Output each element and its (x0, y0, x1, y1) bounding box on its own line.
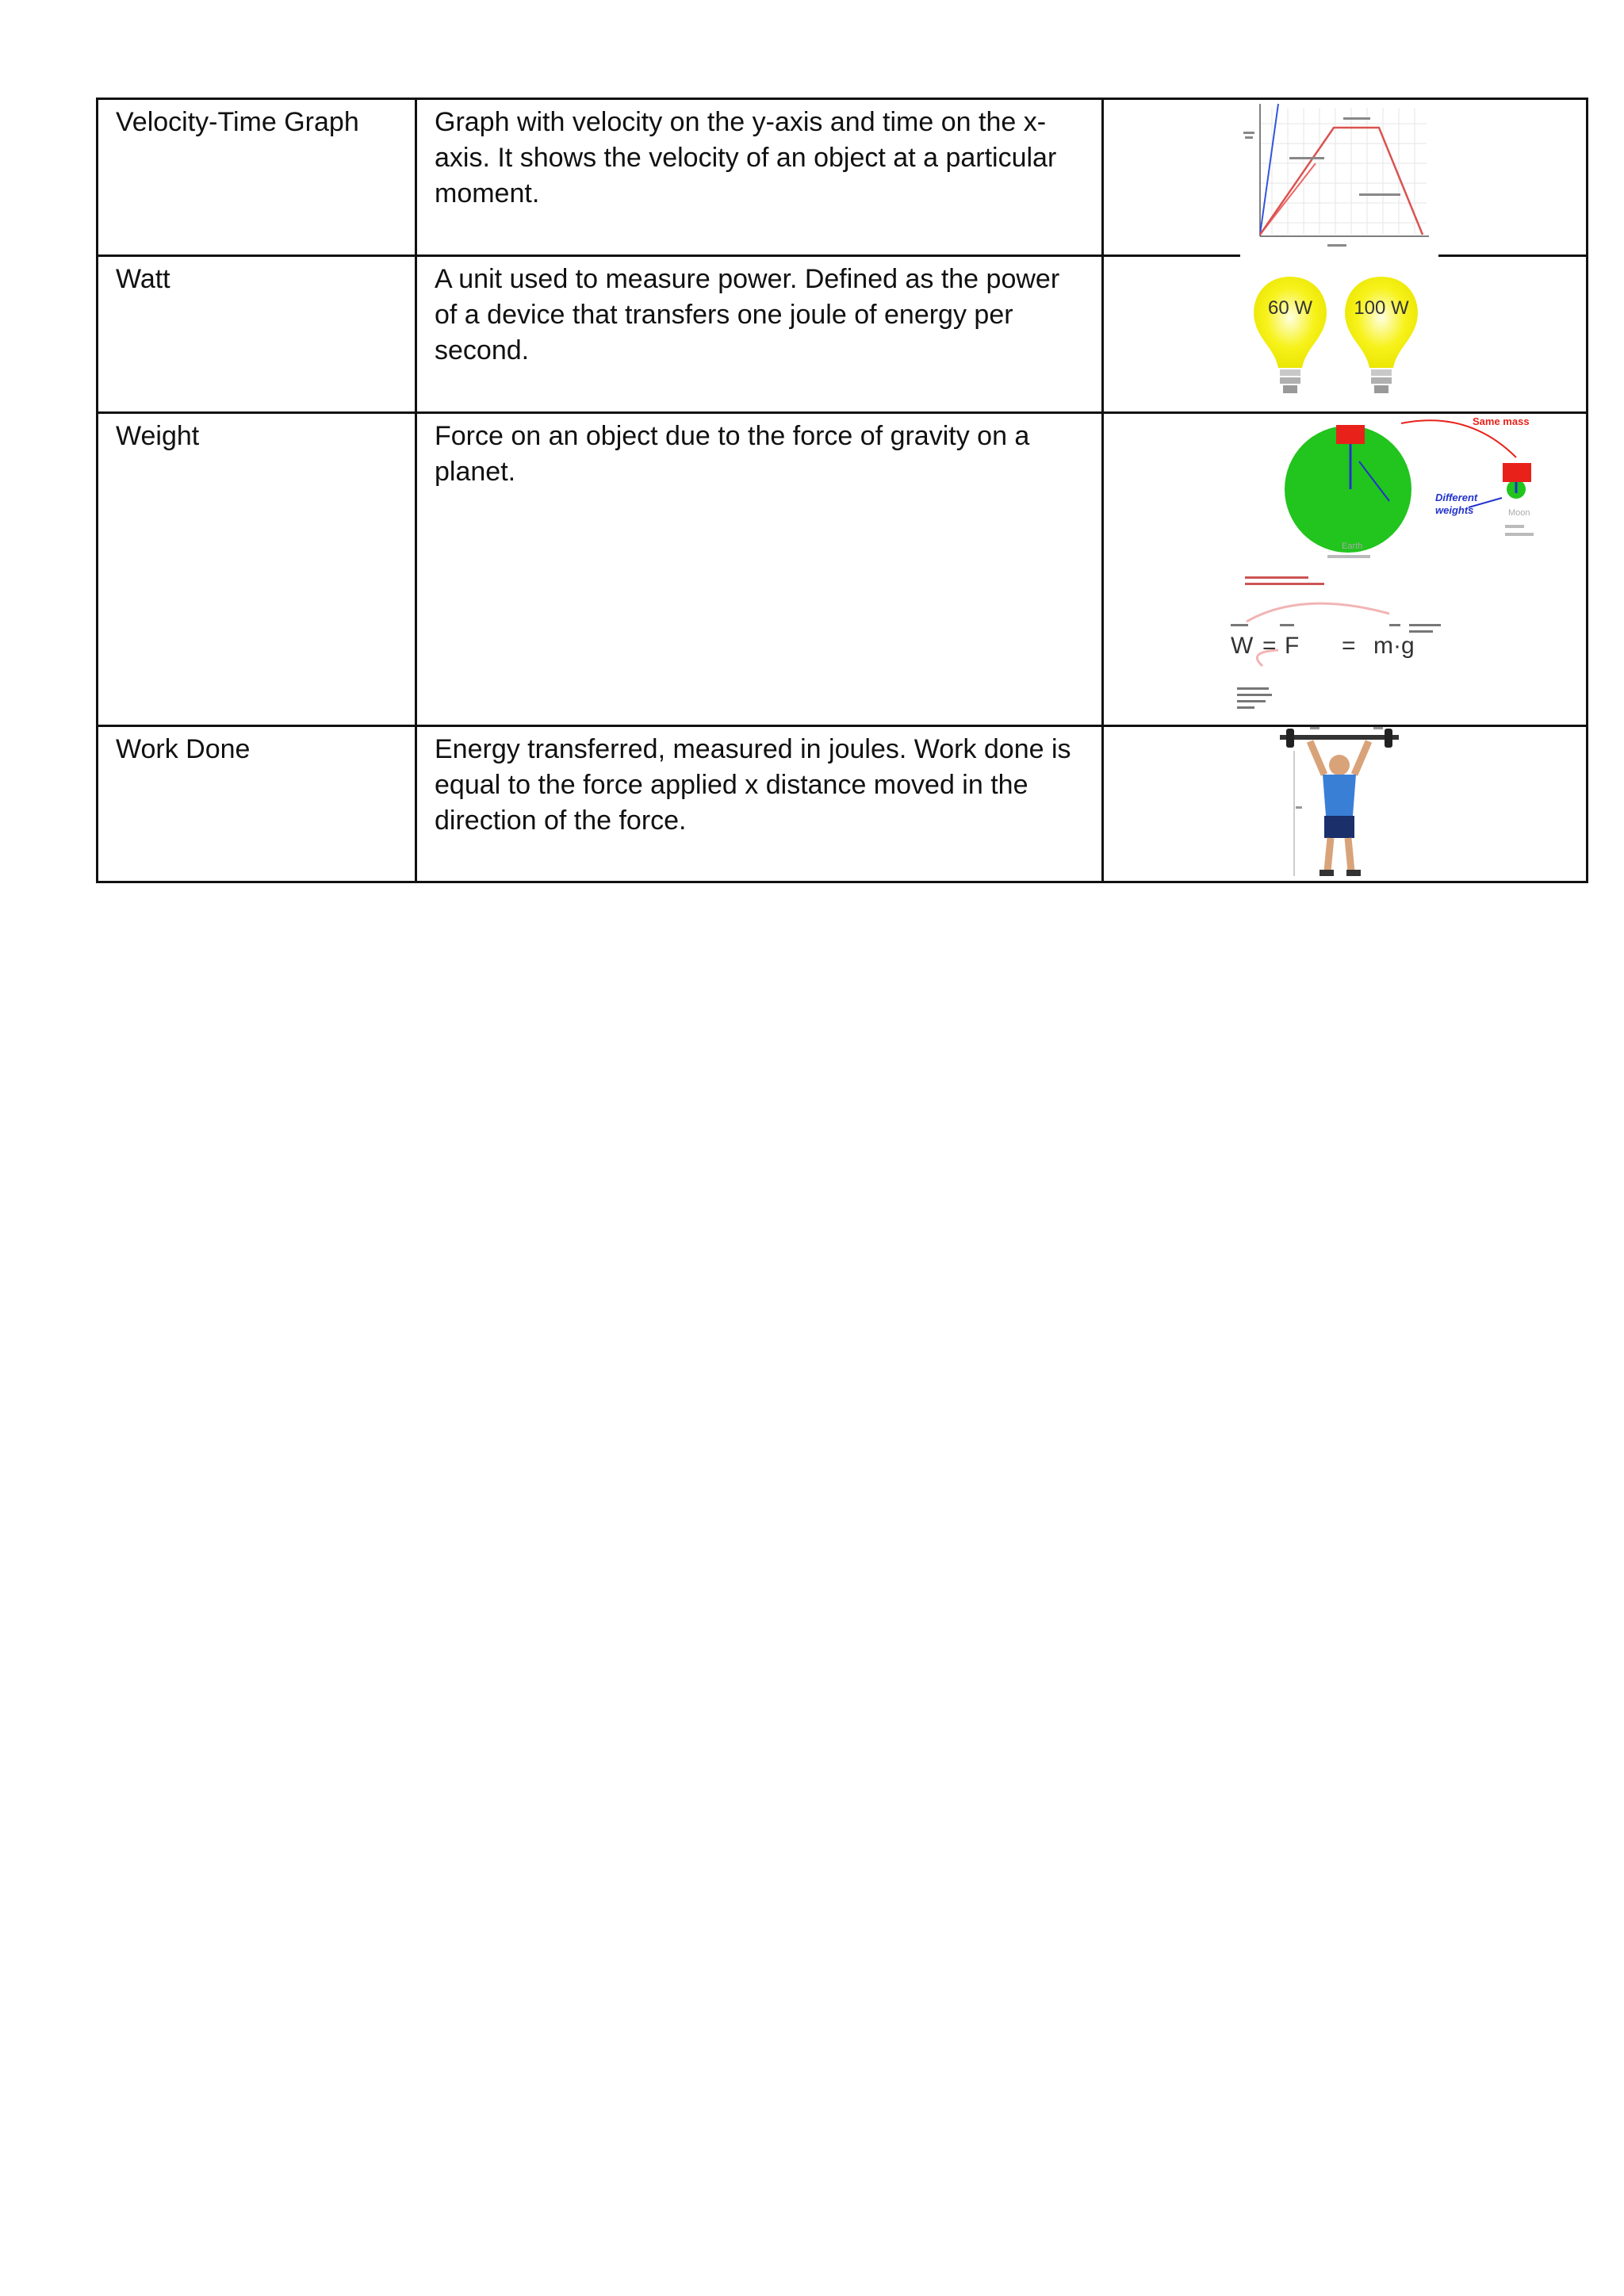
definition-cell: Force on an object due to the force of gravity on a planet. (416, 413, 1103, 726)
bulb-100w-icon (1345, 277, 1418, 393)
definition-cell: A unit used to measure power. Defined as the power of a device that transfers one joule of energy per second. (416, 256, 1103, 413)
glossary-table (96, 98, 1588, 883)
same-mass-label: Same mass (1473, 415, 1530, 427)
image-cell (1103, 413, 1588, 726)
equation-weight-symbol: W (1231, 633, 1254, 659)
equation-force-symbol: F (1285, 633, 1300, 659)
table-row (98, 413, 1588, 726)
table-row (98, 99, 1588, 256)
mass-block-earth-icon (1336, 425, 1365, 444)
image-cell (1103, 99, 1588, 256)
equation-equals-1: = (1262, 633, 1277, 659)
table-row (98, 256, 1588, 413)
different-weights-label-1: Different (1435, 492, 1478, 503)
lifter-head-icon (1329, 755, 1350, 775)
term-cell: Work Done (98, 726, 416, 882)
bulb-60w-label: 60 W (1267, 297, 1313, 319)
definition-cell: Graph with velocity on the y-axis and time on the x-axis. It shows the velocity of an object at a particular moment. (416, 99, 1103, 256)
image-cell (1103, 256, 1588, 413)
different-weights-label-2: weights (1435, 504, 1474, 516)
earth-icon (1285, 426, 1411, 553)
equation-mass-gravity: m·g (1373, 633, 1415, 659)
term-cell: Velocity-Time Graph (98, 99, 416, 256)
earth-label: Earth (1342, 541, 1363, 551)
moon-label: Moon (1508, 508, 1530, 518)
definition-cell: Energy transferred, measured in joules. Work done is equal to the force applied x distance moved in the direction of the force. (416, 726, 1103, 882)
table-row (98, 726, 1588, 882)
mass-block-moon-icon (1503, 463, 1531, 482)
term-cell: Watt (98, 256, 416, 413)
velocity-time-graph-image (1240, 100, 1438, 257)
term-cell: Weight (98, 413, 416, 726)
light-bulbs-image (1247, 273, 1429, 400)
bulb-60w-icon (1254, 277, 1327, 393)
equation-equals-2: = (1342, 633, 1356, 659)
weight-diagram-image (1231, 414, 1588, 725)
image-cell (1103, 726, 1588, 882)
bulb-100w-label: 100 W (1354, 297, 1409, 319)
weightlifter-image (1278, 727, 1405, 882)
